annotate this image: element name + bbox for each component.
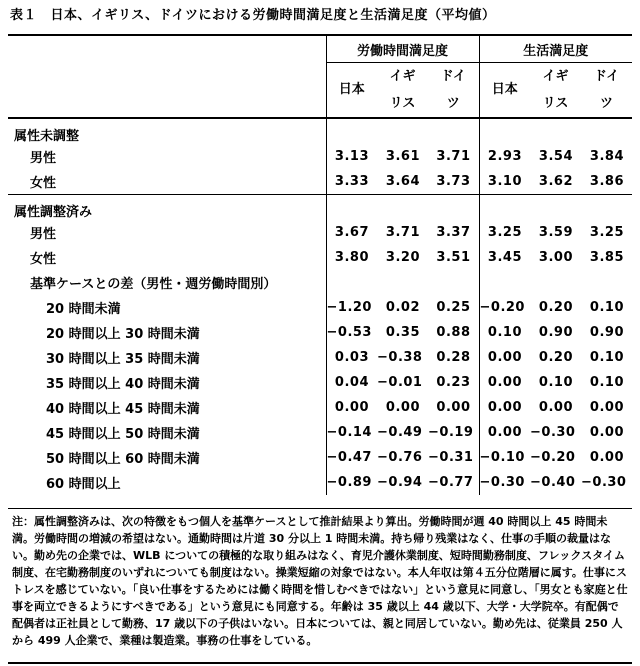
header-country-line1: イギ (389, 69, 416, 84)
value-cell: 0.00 (326, 395, 377, 420)
header-country-line2: ツ (446, 96, 460, 111)
value-cell: 3.71 (436, 149, 471, 164)
value-cell (479, 118, 530, 144)
value-cell: 0.03 (326, 345, 377, 370)
value-cell: 3.54 (538, 149, 573, 164)
value-cell: 0.90 (538, 325, 573, 340)
value-cell: 0.28 (436, 350, 471, 365)
value-cell: 3.33 (326, 169, 377, 195)
table-row (8, 195, 632, 221)
value-cell: 0.10 (589, 350, 624, 365)
value-cell: 3.80 (326, 245, 377, 270)
value-cell: 3.62 (538, 174, 573, 189)
value-cell: 0.25 (436, 300, 471, 315)
value-cell (428, 270, 479, 295)
value-cell: 0.00 (589, 400, 624, 415)
value-cell (530, 195, 581, 221)
value-cell (581, 270, 632, 295)
value-cell: −0.53 (326, 320, 377, 345)
value-cell: −0.10 (479, 445, 530, 470)
value-cell: 0.00 (589, 425, 624, 440)
table-row (8, 470, 632, 495)
table-row (8, 169, 632, 195)
value-cell: −0.31 (428, 450, 474, 465)
header-blank-2 (8, 63, 326, 119)
header-country-col-1 (377, 63, 428, 119)
value-cell: 3.10 (479, 169, 530, 195)
table-row (8, 320, 632, 345)
header-country-col-0 (326, 63, 377, 119)
header-country-line1: 日本 (338, 82, 365, 97)
value-cell: −0.30 (581, 475, 627, 490)
row-label: 50 時間以上 60 時間未満 (46, 452, 200, 467)
header-country-col-2 (428, 63, 479, 119)
value-cell: 0.00 (479, 345, 530, 370)
header-country-col-4 (530, 63, 581, 119)
value-cell: 3.13 (326, 144, 377, 169)
value-cell: −1.20 (326, 295, 377, 320)
header-country-col-5 (581, 63, 632, 119)
value-cell: −0.30 (479, 470, 530, 495)
row-label: 30 時間以上 35 時間未満 (46, 352, 200, 367)
row-label: 男性 (30, 227, 57, 242)
value-cell (479, 270, 530, 295)
value-cell: 0.00 (538, 400, 573, 415)
value-cell: 0.10 (589, 300, 624, 315)
value-cell: −0.47 (326, 445, 377, 470)
value-cell: −0.77 (428, 475, 474, 490)
value-cell (530, 118, 581, 144)
table-row (8, 345, 632, 370)
value-cell: 3.25 (589, 225, 624, 240)
value-cell: 3.84 (589, 149, 624, 164)
header-country-line2: リス (542, 96, 569, 111)
value-cell: 3.00 (538, 250, 573, 265)
value-cell: 0.23 (436, 375, 471, 390)
table-row (8, 270, 632, 295)
value-cell: 3.37 (436, 225, 471, 240)
table-row (8, 245, 632, 270)
row-label: 属性調整済み (8, 195, 326, 221)
value-cell: 3.67 (326, 220, 377, 245)
value-cell: −0.94 (377, 475, 423, 490)
header-country-line1: ドイ (593, 69, 620, 84)
row-label: 属性未調整 (14, 129, 80, 144)
value-cell: 0.00 (479, 395, 530, 420)
value-cell: 0.00 (436, 400, 471, 415)
value-cell (377, 195, 428, 221)
value-cell: 0.10 (479, 320, 530, 345)
value-cell: −0.49 (377, 425, 423, 440)
value-cell (326, 195, 377, 221)
value-cell: −0.19 (428, 425, 474, 440)
value-cell: 2.93 (479, 144, 530, 169)
header-country-line2: リス (389, 96, 416, 111)
value-cell (581, 195, 632, 221)
value-cell: −0.40 (530, 475, 576, 490)
value-cell (479, 195, 530, 221)
value-cell: 3.85 (589, 250, 624, 265)
value-cell: 3.61 (385, 149, 420, 164)
value-cell (326, 118, 377, 144)
row-label: 40 時間以上 45 時間未満 (46, 402, 200, 417)
row-label: 女性 (30, 252, 57, 267)
table-row (8, 370, 632, 395)
table-row (8, 445, 632, 470)
header-country-col-3 (479, 63, 530, 119)
value-cell: −0.76 (377, 450, 423, 465)
header-country-line2: ツ (599, 96, 613, 111)
value-cell (326, 270, 377, 295)
value-cell: 0.20 (538, 300, 573, 315)
value-cell: −0.20 (479, 295, 530, 320)
satisfaction-table (8, 34, 632, 495)
table-row (8, 420, 632, 445)
row-label: 女性 (30, 176, 57, 191)
value-cell: −0.14 (326, 420, 377, 445)
row-label: 基準ケースとの差（男性・週労働時間別） (30, 277, 277, 292)
row-label: 男性 (30, 151, 57, 166)
table-title: 表１ 日本、イギリス、ドイツにおける労働時間満足度と生活満足度（平均値） (10, 8, 496, 23)
value-cell: 3.73 (436, 174, 471, 189)
value-cell: 0.10 (589, 375, 624, 390)
value-cell: 0.00 (589, 450, 624, 465)
value-cell: 3.71 (385, 225, 420, 240)
value-cell: 0.04 (326, 370, 377, 395)
value-cell: 3.64 (385, 174, 420, 189)
table-row (8, 395, 632, 420)
value-cell (581, 118, 632, 144)
table-row (8, 220, 632, 245)
header-blank (8, 36, 326, 63)
value-cell (377, 118, 428, 144)
table-footnote: 注：属性調整済みは、次の特徴をもつ個人を基準ケースとして推計結果より算出。労働時間が週 40 時間以上 45 時間未満。労働時間の増減の希望はない。通勤時間は片道 30 分以上 1 時間未満。持ち帰り残業はなく、仕事の手順の裁量はない。勤め先の企業では、WLB についての積極的な取り組みはなく、育児介護休業制度、短時間勤務制度、フレックスタイム制度、在宅勤務制度のいずれについても制度はない。操業短縮の対象ではない。本人年収は第４五分位階層に属す。仕事にストレスを感じていない。「良い仕事をするためには働く時間を惜しむべきではない」という意見に同意し、「男女とも家庭と仕事を両立できるようにすべきである」という意見にも同意する。年齢は 35 歳以上 44 歳以下、大学・大学院卒。有配偶で配偶者は正社員として勤務、17 歳以下の子供はいない。日本については、親と同居していない。勤め先は、従業員 250 人から 499 人企業で、業種は製造業。事務の仕事をしている。 (8, 508, 632, 664)
value-cell: 0.20 (538, 350, 573, 365)
value-cell: 0.88 (436, 325, 471, 340)
header-work-hours-satisfaction: 労働時間満足度 (326, 36, 479, 63)
value-cell (530, 270, 581, 295)
value-cell: 0.02 (385, 300, 420, 315)
value-cell: −0.01 (377, 375, 423, 390)
value-cell: 3.25 (479, 220, 530, 245)
row-label: 20 時間未満 (46, 302, 121, 317)
value-cell: −0.89 (326, 470, 377, 495)
value-cell: −0.30 (530, 425, 576, 440)
value-cell: 0.00 (479, 420, 530, 445)
header-country-line1: イギ (542, 69, 569, 84)
table-row (8, 295, 632, 320)
value-cell: 0.90 (589, 325, 624, 340)
value-cell: 0.10 (538, 375, 573, 390)
value-cell: 0.00 (385, 400, 420, 415)
value-cell (428, 118, 479, 144)
row-label: 60 時間以上 (46, 477, 121, 492)
value-cell: 0.00 (479, 370, 530, 395)
row-label: 35 時間以上 40 時間未満 (46, 377, 200, 392)
value-cell: 3.20 (385, 250, 420, 265)
value-cell (377, 270, 428, 295)
value-cell: −0.20 (530, 450, 576, 465)
header-life-satisfaction: 生活満足度 (479, 36, 632, 63)
table-row (8, 118, 632, 144)
value-cell: −0.38 (377, 350, 423, 365)
value-cell: 0.35 (385, 325, 420, 340)
header-country-line1: ドイ (440, 69, 466, 84)
value-cell: 3.86 (589, 174, 624, 189)
value-cell (428, 195, 479, 221)
header-country-line1: 日本 (491, 82, 518, 97)
table-row (8, 144, 632, 169)
value-cell: 3.51 (436, 250, 471, 265)
row-label: 20 時間以上 30 時間未満 (46, 327, 200, 342)
value-cell: 3.45 (479, 245, 530, 270)
row-label: 45 時間以上 50 時間未満 (46, 427, 200, 442)
value-cell: 3.59 (538, 225, 573, 240)
